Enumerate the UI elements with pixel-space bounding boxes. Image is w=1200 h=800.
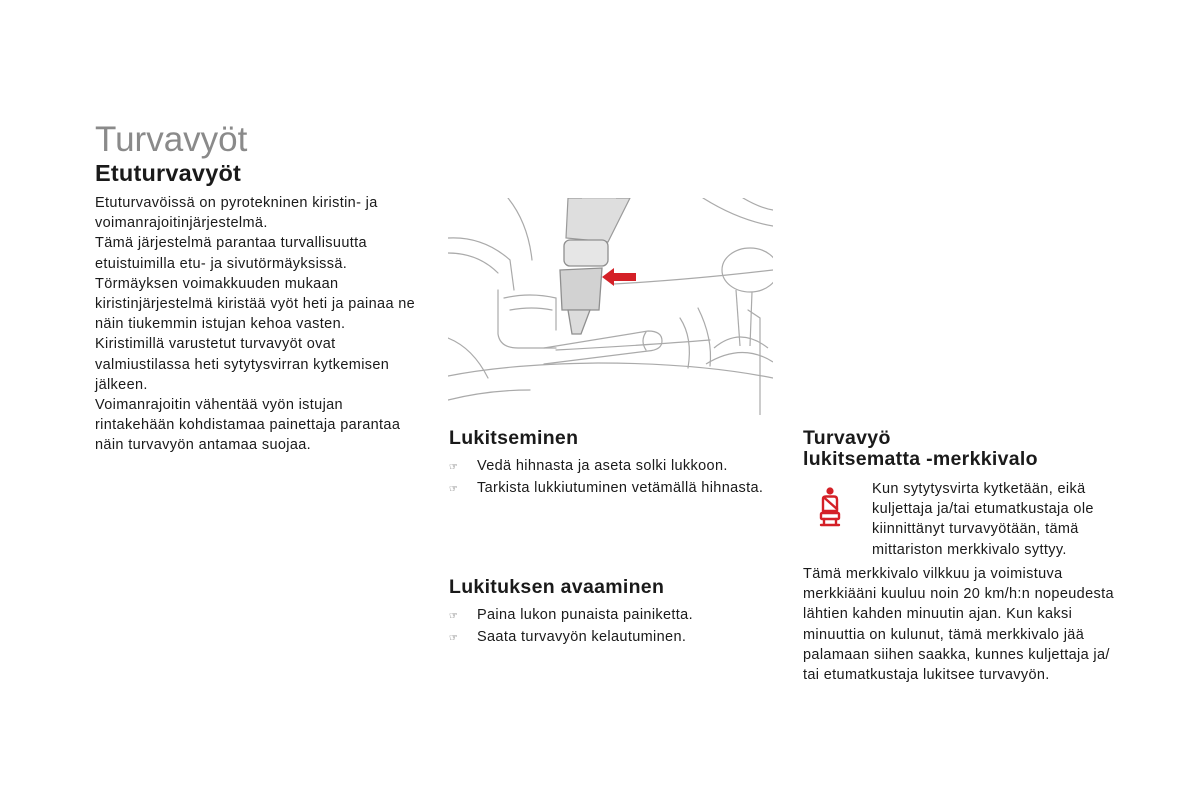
warning-light-description xyxy=(803,564,1114,685)
gear-lever xyxy=(706,248,773,364)
seatbelt-buckle xyxy=(560,240,608,334)
seatbelt-strap xyxy=(566,198,630,242)
seatbelt-warning-icon xyxy=(816,486,846,528)
section-title: Etuturvavyöt xyxy=(95,160,242,186)
intro-text xyxy=(95,193,415,456)
list-item xyxy=(449,627,693,649)
locking-list xyxy=(449,456,763,500)
pointing-hand-icon xyxy=(449,458,477,478)
pointing-hand-icon xyxy=(449,607,477,627)
list-item-text: Vedä hihnasta ja aseta solki lukkoon. xyxy=(477,458,728,474)
list-item xyxy=(449,456,763,478)
unlocking-list xyxy=(449,605,693,649)
intro-paragraph: Etuturvavöissä on pyrotekninen kiristin- ja voimanrajoitinjärjestelmä. xyxy=(95,195,378,232)
list-item-text: Paina lukon punaista painiketta. xyxy=(477,607,693,623)
intro-paragraph: Kiristimillä varustetut turvavyöt ovat valmiustilassa heti sytytysvirran kytkemisen jälkeen. xyxy=(95,336,390,393)
intro-paragraph: Tämä järjestelmä parantaa turvallisuutta etuistuimilla etu- ja sivutörmäyksissä. xyxy=(95,235,367,272)
locking-heading: Lukitseminen xyxy=(449,427,579,449)
warning-light-heading-line: lukitsematta -merkkivalo xyxy=(803,448,1038,470)
warning-light-description-text: Tämä merkkivalo vilkkuu ja voimistuva merkkiääni kuuluu noin 20 km/h:n nopeudesta lähtien kahden minuutin ajan. Kun kaksi minuuttia on kulunut, tämä merkkivalo jää palamaan siihen saakka, kunnes kuljettaja ja/ tai etumatkustaja lukitsee turvavyön. xyxy=(803,566,1114,684)
unlocking-heading: Lukituksen avaaminen xyxy=(449,576,665,598)
warning-light-heading-line: Turvavyö xyxy=(803,427,891,449)
pointing-hand-icon xyxy=(449,629,477,649)
list-item-text: Tarkista lukkiutuminen vetämällä hihnasta. xyxy=(477,480,764,497)
intro-paragraph: Törmäyksen voimakkuuden mukaan kiristinjärjestelmä kiristää vyöt heti ja painaa ne näin tiukemmin istujan kehoa vasten. xyxy=(95,275,416,333)
list-item-text: Saata turvavyön kelautuminen. xyxy=(477,629,687,646)
pointing-hand-icon xyxy=(449,480,477,500)
list-item xyxy=(449,478,763,500)
intro-paragraph: Voimanrajoitin vähentää vyön istujan rintakehään kohdistamaa painettaja parantaa näin turvavyön antamaa suojaa. xyxy=(95,397,401,454)
warning-light-note: Kun sytytysvirta kytketään, eikä kuljettaja ja/tai etumatkustaja ole kiinnittänyt turvavyötään, tämä mittariston merkkivalo syttyy. xyxy=(872,481,1094,558)
warning-light-icon-text xyxy=(872,479,1094,560)
seatbelt-buckle-illustration xyxy=(448,198,773,415)
list-item xyxy=(449,605,693,627)
page-title: Turvavyöt xyxy=(95,120,248,159)
warning-light-heading xyxy=(803,428,1038,470)
